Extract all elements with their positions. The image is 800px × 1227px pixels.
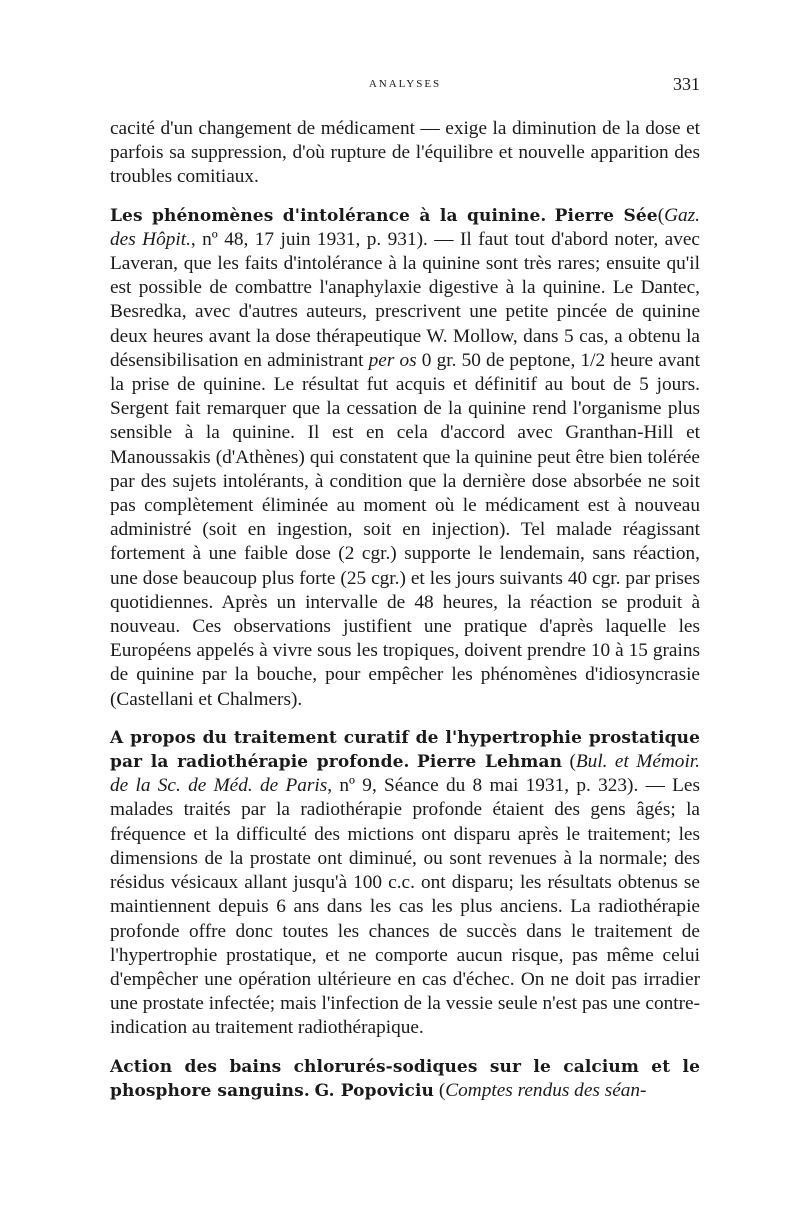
article-body: — Les malades traités par la radiothérapie profonde étaient des gens âgés; la fréquence et la difficulté des mictions ont disparu après le traitement; les dimensions de la prostate ont diminué, ou sont revenues à la normale; des résidus vésicaux allant jusqu'à 100 c.c. ont disparu; les résultats obtenus se maintiennent depuis 6 ans dans les cas les plus anciens. La radiothérapie profonde offre donc toutes les chances de succès dans le traitement de l'hypertrophie prostatique, et ne comporte aucun risque, pas même celui d'empêcher une opération ultérieure en cas d'échec. On ne doit pas irradier une prostate infectée; mais l'infection de la vessie seule n'est pas une contre-indication au traitement radiothérapique. xyxy=(110,775,700,1039)
article-author: Pierre Sée xyxy=(554,205,658,226)
page-header xyxy=(110,72,700,96)
article-author: Pierre Lehman xyxy=(416,752,563,773)
latin-term: per os xyxy=(368,349,417,371)
article-prostate xyxy=(110,726,700,1041)
article-quinine xyxy=(110,204,700,712)
reference-details: , nº 9, Séance du 8 mai 1931, p. 323). xyxy=(327,775,639,797)
article-title: Action des bains chlorurés-sodiques sur le calcium et le phosphore sanguins. xyxy=(110,1056,700,1101)
article-title: A propos du traitement curatif de l'hypertrophie prostatique par la radiothérapie profonde. xyxy=(110,727,700,773)
reference-open: ( xyxy=(657,204,665,226)
article-title: Les phénomènes d'intolérance à la quinine. xyxy=(110,205,547,226)
intro-text: cacité d'un changement de médicament — exige la diminution de la dose et parfois sa suppression, d'où rupture de l'équilibre et nouvelle apparition des troubles comitiaux. xyxy=(110,118,700,188)
page-body xyxy=(110,117,700,1103)
article-body-continued: 0 gr. 50 de peptone, 1/2 heure avant la prise de quinine. Le résultat fut acquis et définitif au bout de 5 jours. Sergent fait remarquer que la cessation de la quinine rend l'organisme plus sensible à la quinine. Il est en cela d'accord avec Granthan-Hill et Manoussakis (d'Athènes) qui constatent que la quinine peut être bien tolérée par des sujets intolérants, à condition que la dernière dose absorbée ne soit pas complètement éliminée au moment où le médicament est à nouveau administré (soit en ingestion, soit en injection). Tel malade réagissant fortement à une faible dose (2 cgr.) supporte le lendemain, sans réaction, une dose beaucoup plus forte (25 cgr.) et les jours suivants 40 cgr. par prises quotidiennes. Après un intervalle de 48 heures, la réaction se produit à nouveau. Ces observations justifient une pratique d'après laquelle les Européens appelés à vivre sous les tropiques, doivent prendre 10 à 15 grains de quinine par la bouche, pour empêcher les phénomènes d'idiosyncrasie (Castellani et Chalmers). xyxy=(110,349,700,710)
reference-details: , nº 48, 17 juin 1931, p. 931). xyxy=(190,228,428,250)
reference-open: ( xyxy=(569,751,576,773)
journal-name: Bul. et Mémoir. de la Sc. de Méd. de Paris xyxy=(110,751,700,797)
article-bains xyxy=(110,1055,700,1103)
reference-open: ( xyxy=(438,1079,446,1101)
page-number: 331 xyxy=(673,74,700,94)
journal-name: Gaz. des Hôpit. xyxy=(110,204,700,250)
article-body: — Il faut tout d'abord noter, avec Laveran, que les faits d'intolérance à la quinine sont très rares; ensuite qu'il est possible de combattre l'anaphylaxie digestive à la quinine. Le Dantec, Besredka, avec d'autres auteurs, prescrivent une petite pincée de quinine deux heures avant la dose thérapeutique W. Mollow, dans 5 cas, a obtenu la désensibilisation en administrant xyxy=(110,228,700,371)
article-author: G. Popoviciu xyxy=(314,1080,435,1101)
running-title: ANALYSES xyxy=(368,78,442,90)
journal-name: Comptes rendus des séan- xyxy=(445,1079,647,1101)
intro-paragraph xyxy=(110,117,700,190)
